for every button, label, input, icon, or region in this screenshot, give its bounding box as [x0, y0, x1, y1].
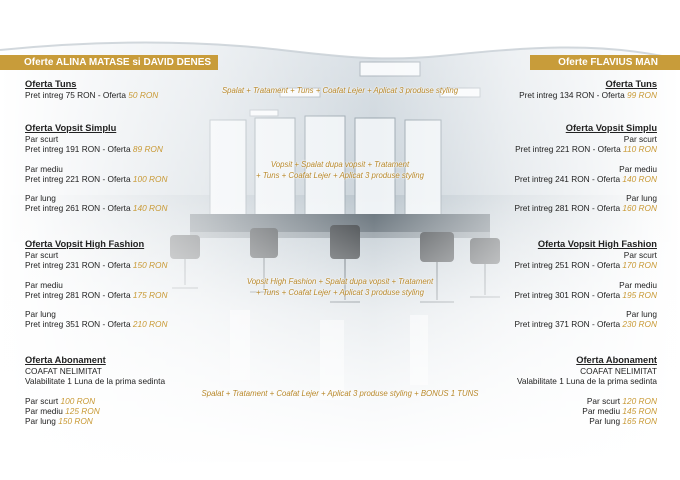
- price-text: Pret intreg 191 RON - Oferta: [25, 144, 133, 155]
- header-left: [0, 55, 218, 70]
- price-text: Pret intreg 221 RON - Oferta: [515, 144, 624, 155]
- hair-length-label: Par lung: [626, 309, 657, 320]
- left-offer-tuns: [25, 79, 158, 100]
- offer-price: 195 RON: [622, 289, 657, 300]
- right-offer-abonament: [517, 355, 657, 426]
- offer-price: 140 RON: [132, 203, 168, 214]
- price-line: [515, 174, 658, 184]
- offer-price: 99 RON: [627, 90, 657, 100]
- offer-price: 165 RON: [622, 416, 657, 427]
- abonament-subtitle: COAFAT NELIMITAT: [580, 366, 657, 376]
- header-right-title: Oferte FLAVIUS MAN: [558, 57, 658, 68]
- offer-title: Oferta Vopsit Simplu: [565, 123, 657, 133]
- price-line: [515, 144, 658, 154]
- hair-length-label: Par lung: [25, 416, 59, 427]
- offer-title: Oferta Vopsit High Fashion: [537, 239, 657, 249]
- note-abonament-text: Spalat + Tratament + Coafat Lejer + Aplicat 3 produse styling + BONUS 1 TUNS: [201, 389, 479, 398]
- hair-length-label: Par scurt: [25, 250, 59, 260]
- hair-length-label: Par lung: [589, 416, 623, 427]
- price-line: [517, 416, 657, 426]
- header-left-title: Oferte ALINA MATASE si DAVID DENES: [24, 57, 212, 68]
- price-line: [25, 260, 168, 270]
- offer-price: 100 RON: [60, 395, 96, 406]
- hair-length-label: Par scurt: [586, 395, 623, 406]
- offer-price: 170 RON: [622, 260, 657, 271]
- left-offer-abonament: [25, 355, 165, 426]
- note-hf-line1: Vopsit High Fashion + Spalat dupa vopsit + Tratament: [246, 277, 434, 286]
- price-line: [517, 396, 657, 406]
- right-offer-tuns: [519, 79, 657, 100]
- price-text: Pret intreg 351 RON - Oferta: [25, 319, 133, 330]
- note-hf-line2: + Tuns + Coafat Lejer + Aplicat 3 produse styling: [256, 287, 424, 297]
- offer-title: Oferta Tuns: [605, 79, 657, 89]
- offer-price: 110 RON: [623, 144, 657, 155]
- price-line: [25, 174, 168, 184]
- hair-length-label: Par mediu: [619, 163, 657, 174]
- offer-price: 230 RON: [622, 319, 657, 330]
- price-line: [25, 290, 168, 300]
- hair-length-label: Par lung: [25, 309, 56, 320]
- offer-price: 150 RON: [132, 260, 168, 271]
- header-right: [530, 55, 680, 70]
- price-text: Pret intreg 221 RON - Oferta: [25, 173, 133, 184]
- price-line: [515, 260, 658, 270]
- offer-price: 125 RON: [65, 405, 100, 416]
- left-offer-vopsit-simplu: [25, 123, 168, 214]
- price-line: [25, 319, 168, 329]
- price-text: Pret intreg 134 RON - Oferta: [519, 90, 628, 100]
- offer-price: 100 RON: [132, 173, 168, 184]
- hair-length-label: Par scurt: [623, 250, 657, 260]
- offer-title: Oferta Abonament: [576, 355, 657, 365]
- hair-length-label: Par lung: [626, 193, 657, 204]
- price-text: Pret intreg 371 RON - Oferta: [514, 319, 623, 330]
- left-offer-high-fashion: [25, 239, 168, 330]
- offer-price: 50 RON: [128, 90, 159, 100]
- price-text: Pret intreg 251 RON - Oferta: [514, 260, 623, 271]
- offer-price: 160 RON: [622, 203, 657, 214]
- price-line: [515, 290, 658, 300]
- right-offer-high-fashion: [515, 239, 658, 330]
- price-text: Pret intreg 261 RON - Oferta: [25, 203, 133, 214]
- price-line: [515, 319, 658, 329]
- price-text: Pret intreg 75 RON - Oferta: [25, 90, 129, 100]
- hair-length-label: Par lung: [25, 193, 56, 204]
- offer-title: Oferta Vopsit High Fashion: [25, 239, 145, 249]
- offer-price: 150 RON: [58, 416, 93, 427]
- offer-title: Oferta Tuns: [25, 79, 77, 89]
- offer-price: 175 RON: [132, 289, 168, 300]
- hair-length-label: Par scurt: [623, 134, 657, 144]
- price-line: [25, 406, 165, 416]
- price-line: [515, 203, 658, 213]
- abonament-subtitle: COAFAT NELIMITAT: [25, 366, 102, 376]
- price-line: [25, 396, 165, 406]
- note-tuns-text: Spalat + Tratament + Tuns + Coafat Lejer + Aplicat 3 produse styling: [221, 86, 459, 95]
- right-offer-vopsit-simplu: [515, 123, 658, 214]
- price-text: Pret intreg 281 RON - Oferta: [25, 289, 133, 300]
- offer-price: 140 RON: [622, 173, 657, 184]
- offer-price: 210 RON: [132, 319, 168, 330]
- offer-title: Oferta Vopsit Simplu: [25, 123, 117, 133]
- price-text: Pret intreg 231 RON - Oferta: [25, 260, 133, 271]
- price-text: Pret intreg 301 RON - Oferta: [514, 289, 623, 300]
- abonament-validity: Valabilitate 1 Luna de la prima sedinta: [25, 376, 166, 387]
- abonament-validity: Valabilitate 1 Luna de la prima sedinta: [516, 376, 657, 387]
- price-text: Pret intreg 241 RON - Oferta: [514, 173, 623, 184]
- price-text: Pret intreg 281 RON - Oferta: [514, 203, 623, 214]
- price-line: [517, 406, 657, 416]
- offer-price: 89 RON: [132, 144, 163, 155]
- price-line: [25, 144, 168, 154]
- hair-length-label: Par mediu: [619, 279, 657, 290]
- note-vopsit-line1: Vopsit + Spalat dupa vopsit + Tratament: [270, 160, 410, 169]
- offer-price: 120 RON: [622, 395, 657, 406]
- hair-length-label: Par mediu: [582, 405, 623, 416]
- offer-title: Oferta Abonament: [25, 355, 106, 365]
- note-vopsit-line2: + Tuns + Coafat Lejer + Aplicat 3 produse styling: [256, 170, 424, 180]
- hair-length-label: Par scurt: [25, 134, 59, 144]
- price-line: [25, 203, 168, 213]
- hair-length-label: Par mediu: [25, 163, 63, 174]
- hair-length-label: Par mediu: [25, 405, 66, 416]
- price-line: [519, 90, 657, 100]
- price-line: [25, 90, 158, 100]
- price-line: [25, 416, 165, 426]
- hair-length-label: Par mediu: [25, 279, 63, 290]
- hair-length-label: Par scurt: [25, 395, 61, 406]
- offer-price: 145 RON: [622, 405, 657, 416]
